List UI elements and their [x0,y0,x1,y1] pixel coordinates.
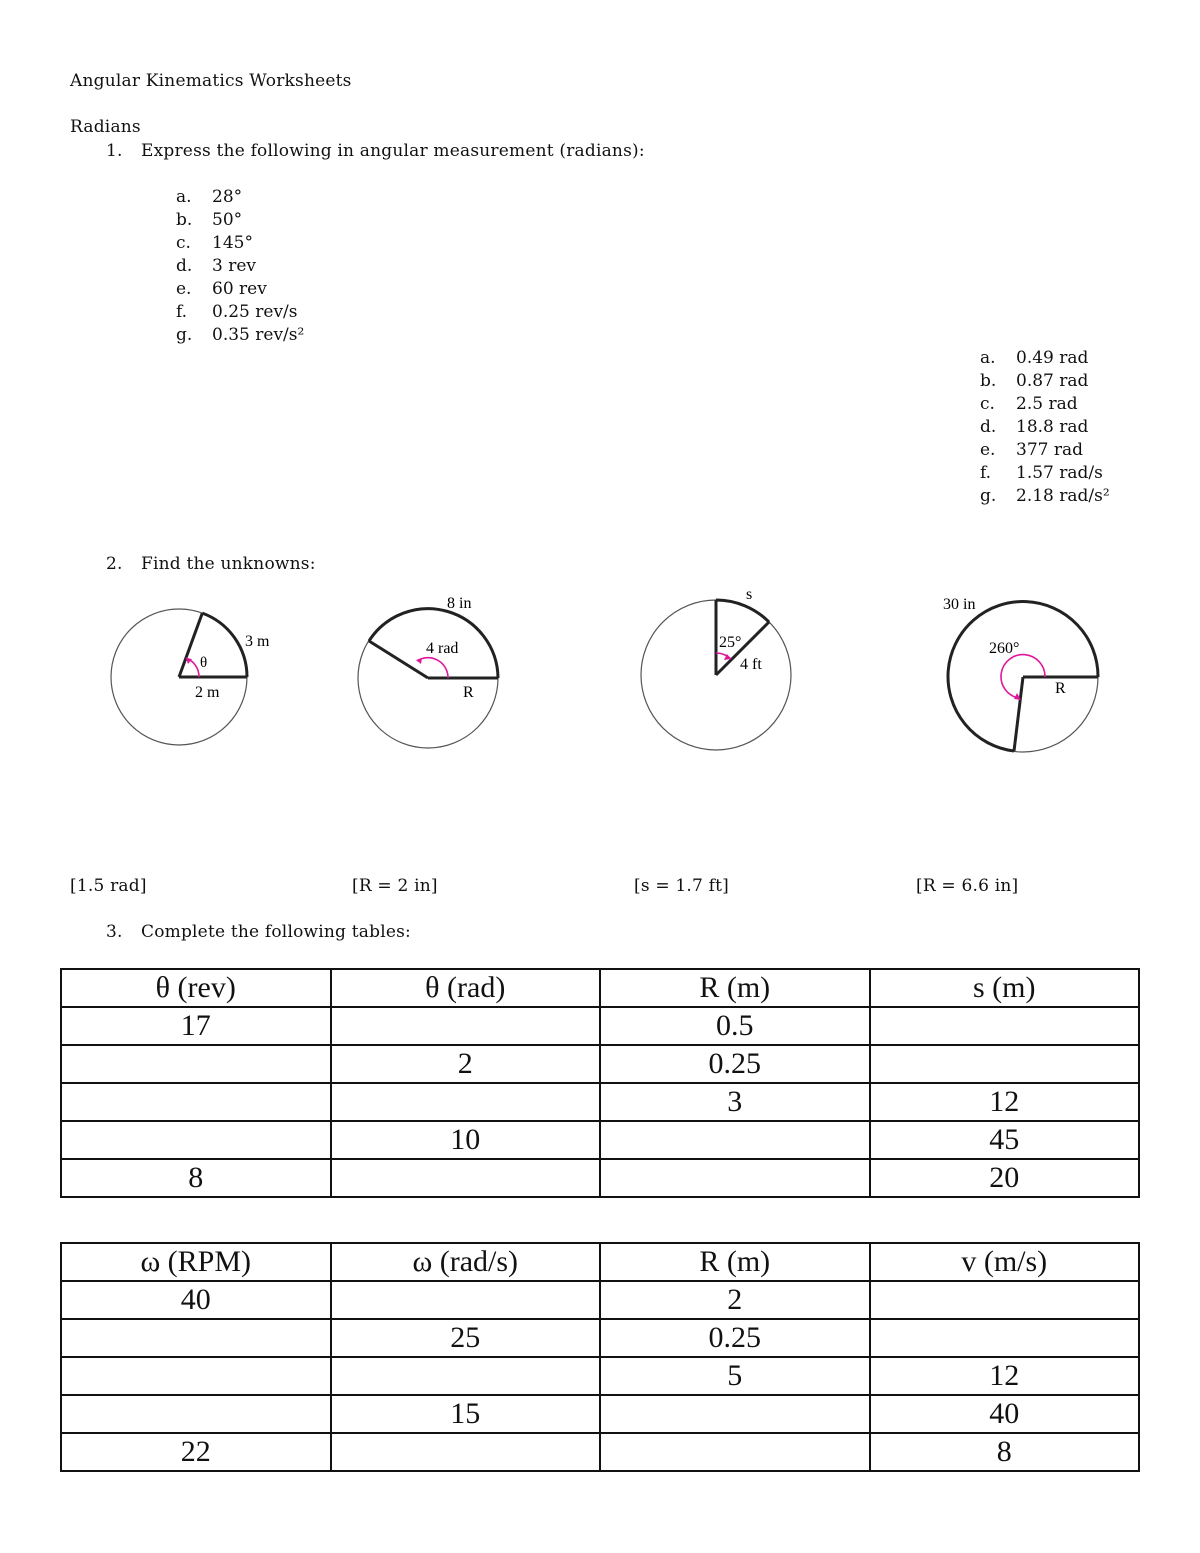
table-cell [61,1121,331,1159]
table-cell [600,1121,870,1159]
answer-diagram-1: [1.5 rad] [70,876,147,896]
question-number: 2. [106,554,123,574]
svg-text:4 ft: 4 ft [740,656,762,673]
table-cell [331,1007,601,1045]
answer-item: d. 18.8 rad [980,417,1089,437]
table-row [61,1121,1139,1159]
list-item: d. 3 rev [176,256,257,276]
answer-item: g. 2.18 rad/s² [980,486,1110,506]
column-header: θ (rev) [61,969,331,1007]
answer-diagram-3: [s = 1.7 ft] [634,876,730,896]
svg-text:2 m: 2 m [195,684,220,701]
table-cell: 12 [870,1357,1140,1395]
question-number: 3. [106,922,123,942]
svg-text:3 m: 3 m [245,633,270,650]
answer-item: b. 0.87 rad [980,371,1089,391]
table-cell [331,1433,601,1471]
column-header: θ (rad) [331,969,601,1007]
table-cell: 2 [331,1045,601,1083]
table-cell: 45 [870,1121,1140,1159]
answer-diagram-4: [R = 6.6 in] [916,876,1019,896]
svg-text:R: R [463,684,474,701]
column-header: v (m/s) [870,1243,1140,1281]
table-cell [61,1357,331,1395]
column-header: R (m) [600,1243,870,1281]
table-cell [870,1045,1140,1083]
table-cell [61,1083,331,1121]
table-row [61,1433,1139,1471]
table-row [61,1357,1139,1395]
answer-item: c. 2.5 rad [980,394,1078,414]
svg-text:θ: θ [200,655,208,671]
table-row [61,1083,1139,1121]
list-item: a. 28° [176,187,243,207]
table-cell: 25 [331,1319,601,1357]
table-cell [870,1281,1140,1319]
answer-diagram-2: [R = 2 in] [352,876,438,896]
table-cell: 0.25 [600,1319,870,1357]
sector-diagram-4 [935,585,1115,760]
table-cell: 12 [870,1083,1140,1121]
question-prompt: Complete the following tables: [141,922,411,942]
table-header-row [61,1243,1139,1281]
table-cell: 3 [600,1083,870,1121]
table-cell [331,1083,601,1121]
list-item: c. 145° [176,233,253,253]
table-angular-velocity [60,1242,1140,1472]
table-row [61,1159,1139,1197]
table-cell: 2 [600,1281,870,1319]
table-cell: 15 [331,1395,601,1433]
answer-item: f. 1.57 rad/s [980,463,1103,483]
sector-diagram-2 [350,590,520,760]
svg-text:R: R [1055,680,1066,697]
table-cell [600,1395,870,1433]
table-cell [600,1159,870,1197]
table-cell: 10 [331,1121,601,1159]
list-item: e. 60 rev [176,279,267,299]
answer-item: e. 377 rad [980,440,1083,460]
table-cell [61,1319,331,1357]
document-title: Angular Kinematics Worksheets [70,71,352,91]
table-cell [600,1433,870,1471]
table-cell: 5 [600,1357,870,1395]
svg-text:260°: 260° [989,640,1020,657]
list-item: b. 50° [176,210,243,230]
table-cell [331,1159,601,1197]
table-cell [61,1395,331,1433]
question-prompt: Express the following in angular measurement (radians): [141,141,645,161]
table-cell [61,1045,331,1083]
sector-diagram-1 [100,595,270,760]
table-cell: 0.25 [600,1045,870,1083]
svg-text:25°: 25° [719,634,742,651]
question-prompt: Find the unknowns: [141,554,316,574]
table-cell [331,1357,601,1395]
question-2 [106,554,316,574]
table-row [61,1395,1139,1433]
question-3 [106,922,411,942]
column-header: ω (RPM) [61,1243,331,1281]
table-cell [870,1007,1140,1045]
table-cell [870,1319,1140,1357]
svg-text:30 in: 30 in [943,596,976,613]
column-header: R (m) [600,969,870,1007]
table-row [61,1007,1139,1045]
list-item: f. 0.25 rev/s [176,302,298,322]
table-cell: 40 [870,1395,1140,1433]
table-header-row [61,969,1139,1007]
svg-text:4 rad: 4 rad [426,640,459,657]
question-1-items [176,186,304,347]
table-cell [331,1281,601,1319]
question-1-answers [980,347,1110,508]
table-cell: 8 [61,1159,331,1197]
section-heading: Radians [70,117,141,137]
table-cell: 17 [61,1007,331,1045]
table-angle-arc [60,968,1140,1198]
table-cell: 0.5 [600,1007,870,1045]
list-item: g. 0.35 rev/s² [176,325,305,345]
sector-diagram-3 [630,580,810,760]
column-header: s (m) [870,969,1140,1007]
table-cell: 20 [870,1159,1140,1197]
question-1 [106,141,645,161]
column-header: ω (rad/s) [331,1243,601,1281]
table-cell: 22 [61,1433,331,1471]
table-cell: 8 [870,1433,1140,1471]
table-row [61,1319,1139,1357]
question-number: 1. [106,141,123,161]
table-cell: 40 [61,1281,331,1319]
table-row [61,1281,1139,1319]
table-row [61,1045,1139,1083]
svg-text:s: s [746,586,753,603]
answer-item: a. 0.49 rad [980,348,1089,368]
svg-text:8 in: 8 in [447,595,472,612]
